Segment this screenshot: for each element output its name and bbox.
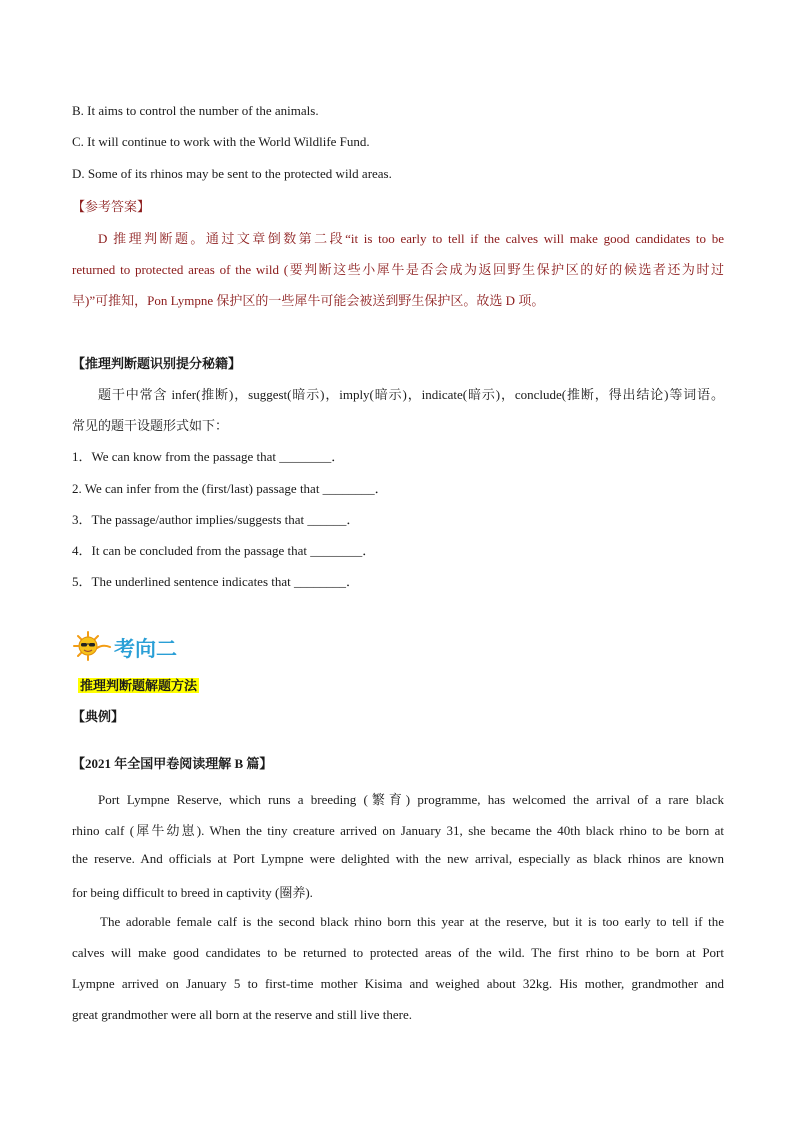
answer-line-3: 早)”可推知，Pon Lympne 保护区的一些犀牛可能会被送到野生保护区。故选 D 项。 (72, 293, 545, 308)
p1-line-2: rhino calf (犀牛幼崽). When the tiny creature arrived on January 31, she became the 40th black rhino to be born at (72, 823, 724, 838)
p1-line-1: Port Lympne Reserve, which runs a breeding (繁育) programme, has welcomed the arrival of a rare black (98, 792, 724, 807)
answer-line-2: returned to protected areas of the wild (要判断这些小犀牛是否会成为返回野生保护区的好的候选者还为时过 (72, 262, 724, 277)
p2-line-4: great grandmother were all born at the reserve and still live there. (72, 1007, 413, 1022)
tips-item-2: 2. We can infer from the (first/last) passage that ________． (72, 481, 388, 496)
tips-line-2: 常见的题干设题形式如下： (72, 418, 229, 433)
tips-line-1: 题干中常含 infer(推断)，suggest(暗示)，imply(暗示)，indicate(暗示)，conclude(推断，得出结论)等词语。 (98, 387, 724, 402)
method-highlight (78, 675, 199, 694)
p2-line-1: The adorable female calf is the second black rhino born this year at the reserve, but it is too early to tell if the (100, 914, 724, 929)
option-b: B. It aims to control the number of the animals. (72, 103, 319, 118)
answer-line-1: D 推理判断题。通过文章倒数第二段“it is too early to tell if the calves will make good candidates to be (98, 231, 724, 246)
example-heading: 【典例】 (72, 709, 125, 724)
option-d: D. Some of its rhinos may be sent to the protected wild areas. (72, 166, 392, 181)
p1-line-3: the reserve. And officials at Port Lympne were delighted with the new arrival, especially as black rhinos are known (72, 851, 724, 866)
p1-line-4: for being difficult to breed in captivity (圈养). (72, 885, 313, 900)
option-c: C. It will continue to work with the World Wildlife Fund. (72, 134, 370, 149)
tips-item-3: 3．The passage/author implies/suggests that ______． (72, 512, 360, 527)
method-highlight-text: 推理判断题解题方法 (80, 678, 198, 693)
tips-item-1: 1．We can know from the passage that ________． (72, 449, 345, 464)
tips-heading: 【推理判断题识别提分秘籍】 (72, 356, 242, 371)
tips-item-5: 5．The underlined sentence indicates that ________． (72, 574, 360, 589)
reading-source: 【2021 年全国甲卷阅读理解 B 篇】 (72, 756, 273, 771)
p2-line-2: calves will make good candidates to be returned to protected areas of the wild. The first rhino to be born at Port (72, 945, 724, 960)
sun-icon (72, 630, 112, 662)
answer-heading: 【参考答案】 (72, 199, 151, 214)
tips-item-4: 4．It can be concluded from the passage that ________． (72, 543, 376, 558)
p2-line-3: Lympne arrived on January 5 to first-time mother Kisima and weighed about 32kg. His mother, grandmother and (72, 976, 724, 991)
section-title: 考向二 (114, 637, 177, 661)
